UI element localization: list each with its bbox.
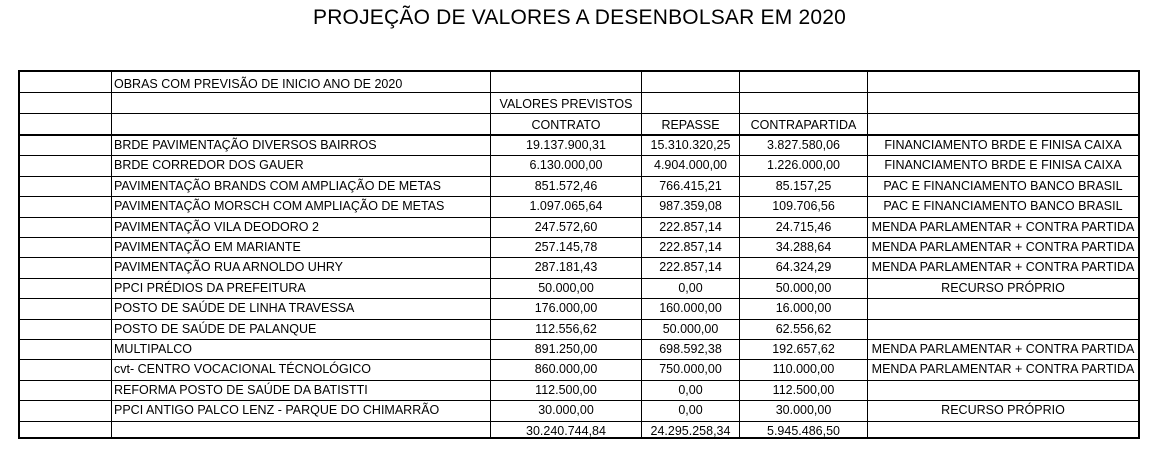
cell-repasse: 987.359,08 xyxy=(659,199,722,214)
grid-row-line xyxy=(20,380,1138,381)
cell-contrato: 30.000,00 xyxy=(538,403,594,418)
cell-fonte: MENDA PARLAMENTAR + CONTRA PARTIDA xyxy=(871,219,1135,234)
cell-repasse: 0,00 xyxy=(678,403,703,418)
cell-contrapartida: 30.000,00 xyxy=(775,403,832,418)
grid-row-line xyxy=(20,359,1138,360)
grid-row-line xyxy=(20,135,1138,136)
cell-fonte: RECURSO PRÓPRIO xyxy=(941,403,1065,418)
cell-contrato: 287.181,43 xyxy=(534,260,598,275)
cell-fonte: PAC E FINANCIAMENTO BANCO BRASIL xyxy=(883,199,1123,214)
grid-row-line xyxy=(20,217,1138,218)
grid-column-line xyxy=(111,72,112,437)
header-contrato: CONTRATO xyxy=(531,118,601,132)
grid-row-line xyxy=(20,339,1138,340)
cell-obra: PAVIMENTAÇÃO MORSCH COM AMPLIAÇÃO DE METAS xyxy=(114,199,445,214)
cell-fonte: MENDA PARLAMENTAR + CONTRA PARTIDA xyxy=(871,342,1135,356)
grid-row-line xyxy=(20,298,1138,299)
grid-row-line xyxy=(20,237,1138,238)
header-section-label: OBRAS COM PREVISÃO DE INICIO ANO DE 2020 xyxy=(114,77,403,91)
grid-row-line xyxy=(20,278,1138,279)
cell-contrapartida: 64.324,29 xyxy=(775,260,832,275)
grid-column-line xyxy=(867,72,868,437)
header-contrapartida: CONTRAPARTIDA xyxy=(750,118,857,132)
cell-contrapartida: 34.288,64 xyxy=(775,240,832,254)
cell-repasse: 766.415,21 xyxy=(659,178,722,193)
cell-obra: PAVIMENTAÇÃO BRANDS COM AMPLIAÇÃO DE METAS xyxy=(114,178,441,193)
cell-obra: REFORMA POSTO DE SAÚDE DA BATISTTI xyxy=(114,382,368,397)
cell-repasse: 750.000,00 xyxy=(659,362,722,377)
total-repasse: 24.295.258,34 xyxy=(650,423,731,438)
cell-fonte: FINANCIAMENTO BRDE E FINISA CAIXA xyxy=(884,138,1122,152)
cell-contrato: 1.097.065,64 xyxy=(529,199,603,214)
header-repasse: REPASSE xyxy=(661,118,720,132)
cell-contrato: 6.130.000,00 xyxy=(529,158,603,173)
grid-column-line xyxy=(641,72,642,437)
grid-row-line xyxy=(20,155,1138,156)
cell-repasse: 222.857,14 xyxy=(659,260,722,275)
grid-row-line xyxy=(20,113,1138,114)
total-contrapartida: 5.945.486,50 xyxy=(767,423,840,438)
grid-row-line xyxy=(20,257,1138,258)
cell-contrapartida: 16.000,00 xyxy=(775,301,832,316)
cell-obra: POSTO DE SAÚDE DE LINHA TRAVESSA xyxy=(114,301,355,316)
cell-fonte: MENDA PARLAMENTAR + CONTRA PARTIDA xyxy=(871,260,1135,275)
cell-obra: POSTO DE SAÚDE DE PALANQUE xyxy=(114,321,317,336)
cell-obra: PAVIMENTAÇÃO RUA ARNOLDO UHRY xyxy=(114,260,343,275)
cell-contrato: 860.000,00 xyxy=(534,362,598,377)
cell-fonte: MENDA PARLAMENTAR + CONTRA PARTIDA xyxy=(871,240,1135,254)
cell-contrapartida: 3.827.580,06 xyxy=(767,138,840,152)
grid-row-line xyxy=(20,319,1138,320)
cell-contrato: 176.000,00 xyxy=(534,301,598,316)
total-contrato: 30.240.744,84 xyxy=(526,423,606,438)
grid-row-line xyxy=(20,421,1138,422)
cell-contrapartida: 24.715,46 xyxy=(775,219,832,234)
grid-row-line xyxy=(20,176,1138,177)
cell-obra: MULTIPALCO xyxy=(114,342,193,356)
cell-repasse: 0,00 xyxy=(678,382,703,397)
cell-repasse: 160.000,00 xyxy=(659,301,722,316)
cell-contrato: 112.556,62 xyxy=(535,321,597,336)
cell-obra: PPCI PRÉDIOS DA PREFEITURA xyxy=(114,280,306,295)
grid-column-line xyxy=(490,72,491,437)
cell-contrapartida: 112.500,00 xyxy=(772,382,835,397)
cell-contrato: 891.250,00 xyxy=(534,342,598,356)
cell-obra: cvt- CENTRO VOCACIONAL TÉCNOLÓGICO xyxy=(114,362,371,377)
cell-contrato: 851.572,46 xyxy=(534,178,598,193)
cell-contrapartida: 50.000,00 xyxy=(775,280,832,295)
grid-row-line xyxy=(20,92,1138,93)
cell-fonte: MENDA PARLAMENTAR + CONTRA PARTIDA xyxy=(871,362,1135,377)
cell-contrapartida: 192.657,62 xyxy=(772,342,835,356)
cell-contrato: 247.572,60 xyxy=(534,219,598,234)
cell-fonte: PAC E FINANCIAMENTO BANCO BRASIL xyxy=(883,178,1123,193)
cell-repasse: 222.857,14 xyxy=(659,219,722,234)
cell-contrapartida: 85.157,25 xyxy=(775,178,832,193)
cell-fonte: FINANCIAMENTO BRDE E FINISA CAIXA xyxy=(884,158,1122,173)
cell-fonte: RECURSO PRÓPRIO xyxy=(941,280,1065,295)
header-valores-previstos: VALORES PREVISTOS xyxy=(499,97,633,111)
spreadsheet-table xyxy=(18,70,1140,439)
cell-contrapartida: 62.556,62 xyxy=(775,321,832,336)
cell-obra: PAVIMENTAÇÃO VILA DEODORO 2 xyxy=(114,219,319,234)
cell-repasse: 222.857,14 xyxy=(659,240,722,254)
cell-contrato: 19.137.900,31 xyxy=(526,138,606,152)
grid-row-line xyxy=(20,196,1138,197)
cell-repasse: 4.904.000,00 xyxy=(654,158,727,173)
cell-obra: BRDE CORREDOR DOS GAUER xyxy=(114,158,304,173)
cell-repasse: 50.000,00 xyxy=(662,321,719,336)
cell-contrato: 112.500,00 xyxy=(535,382,597,397)
grid-row-line xyxy=(20,400,1138,401)
cell-contrapartida: 110.000,00 xyxy=(772,362,835,377)
cell-obra: BRDE PAVIMENTAÇÃO DIVERSOS BAIRROS xyxy=(114,138,377,152)
page-title: PROJEÇÃO DE VALORES A DESENBOLSAR EM 2020 xyxy=(312,6,846,29)
cell-obra: PAVIMENTAÇÃO EM MARIANTE xyxy=(114,240,301,254)
cell-contrapartida: 109.706,56 xyxy=(772,199,835,214)
cell-contrato: 257.145,78 xyxy=(534,240,598,254)
cell-contrapartida: 1.226.000,00 xyxy=(767,158,840,173)
cell-obra: PPCI ANTIGO PALCO LENZ - PARQUE DO CHIMARRÃO xyxy=(114,403,440,418)
cell-repasse: 15.310.320,25 xyxy=(650,138,731,152)
cell-repasse: 0,00 xyxy=(678,280,703,295)
grid-column-line xyxy=(739,72,740,437)
cell-repasse: 698.592,38 xyxy=(659,342,722,356)
cell-contrato: 50.000,00 xyxy=(538,280,594,295)
